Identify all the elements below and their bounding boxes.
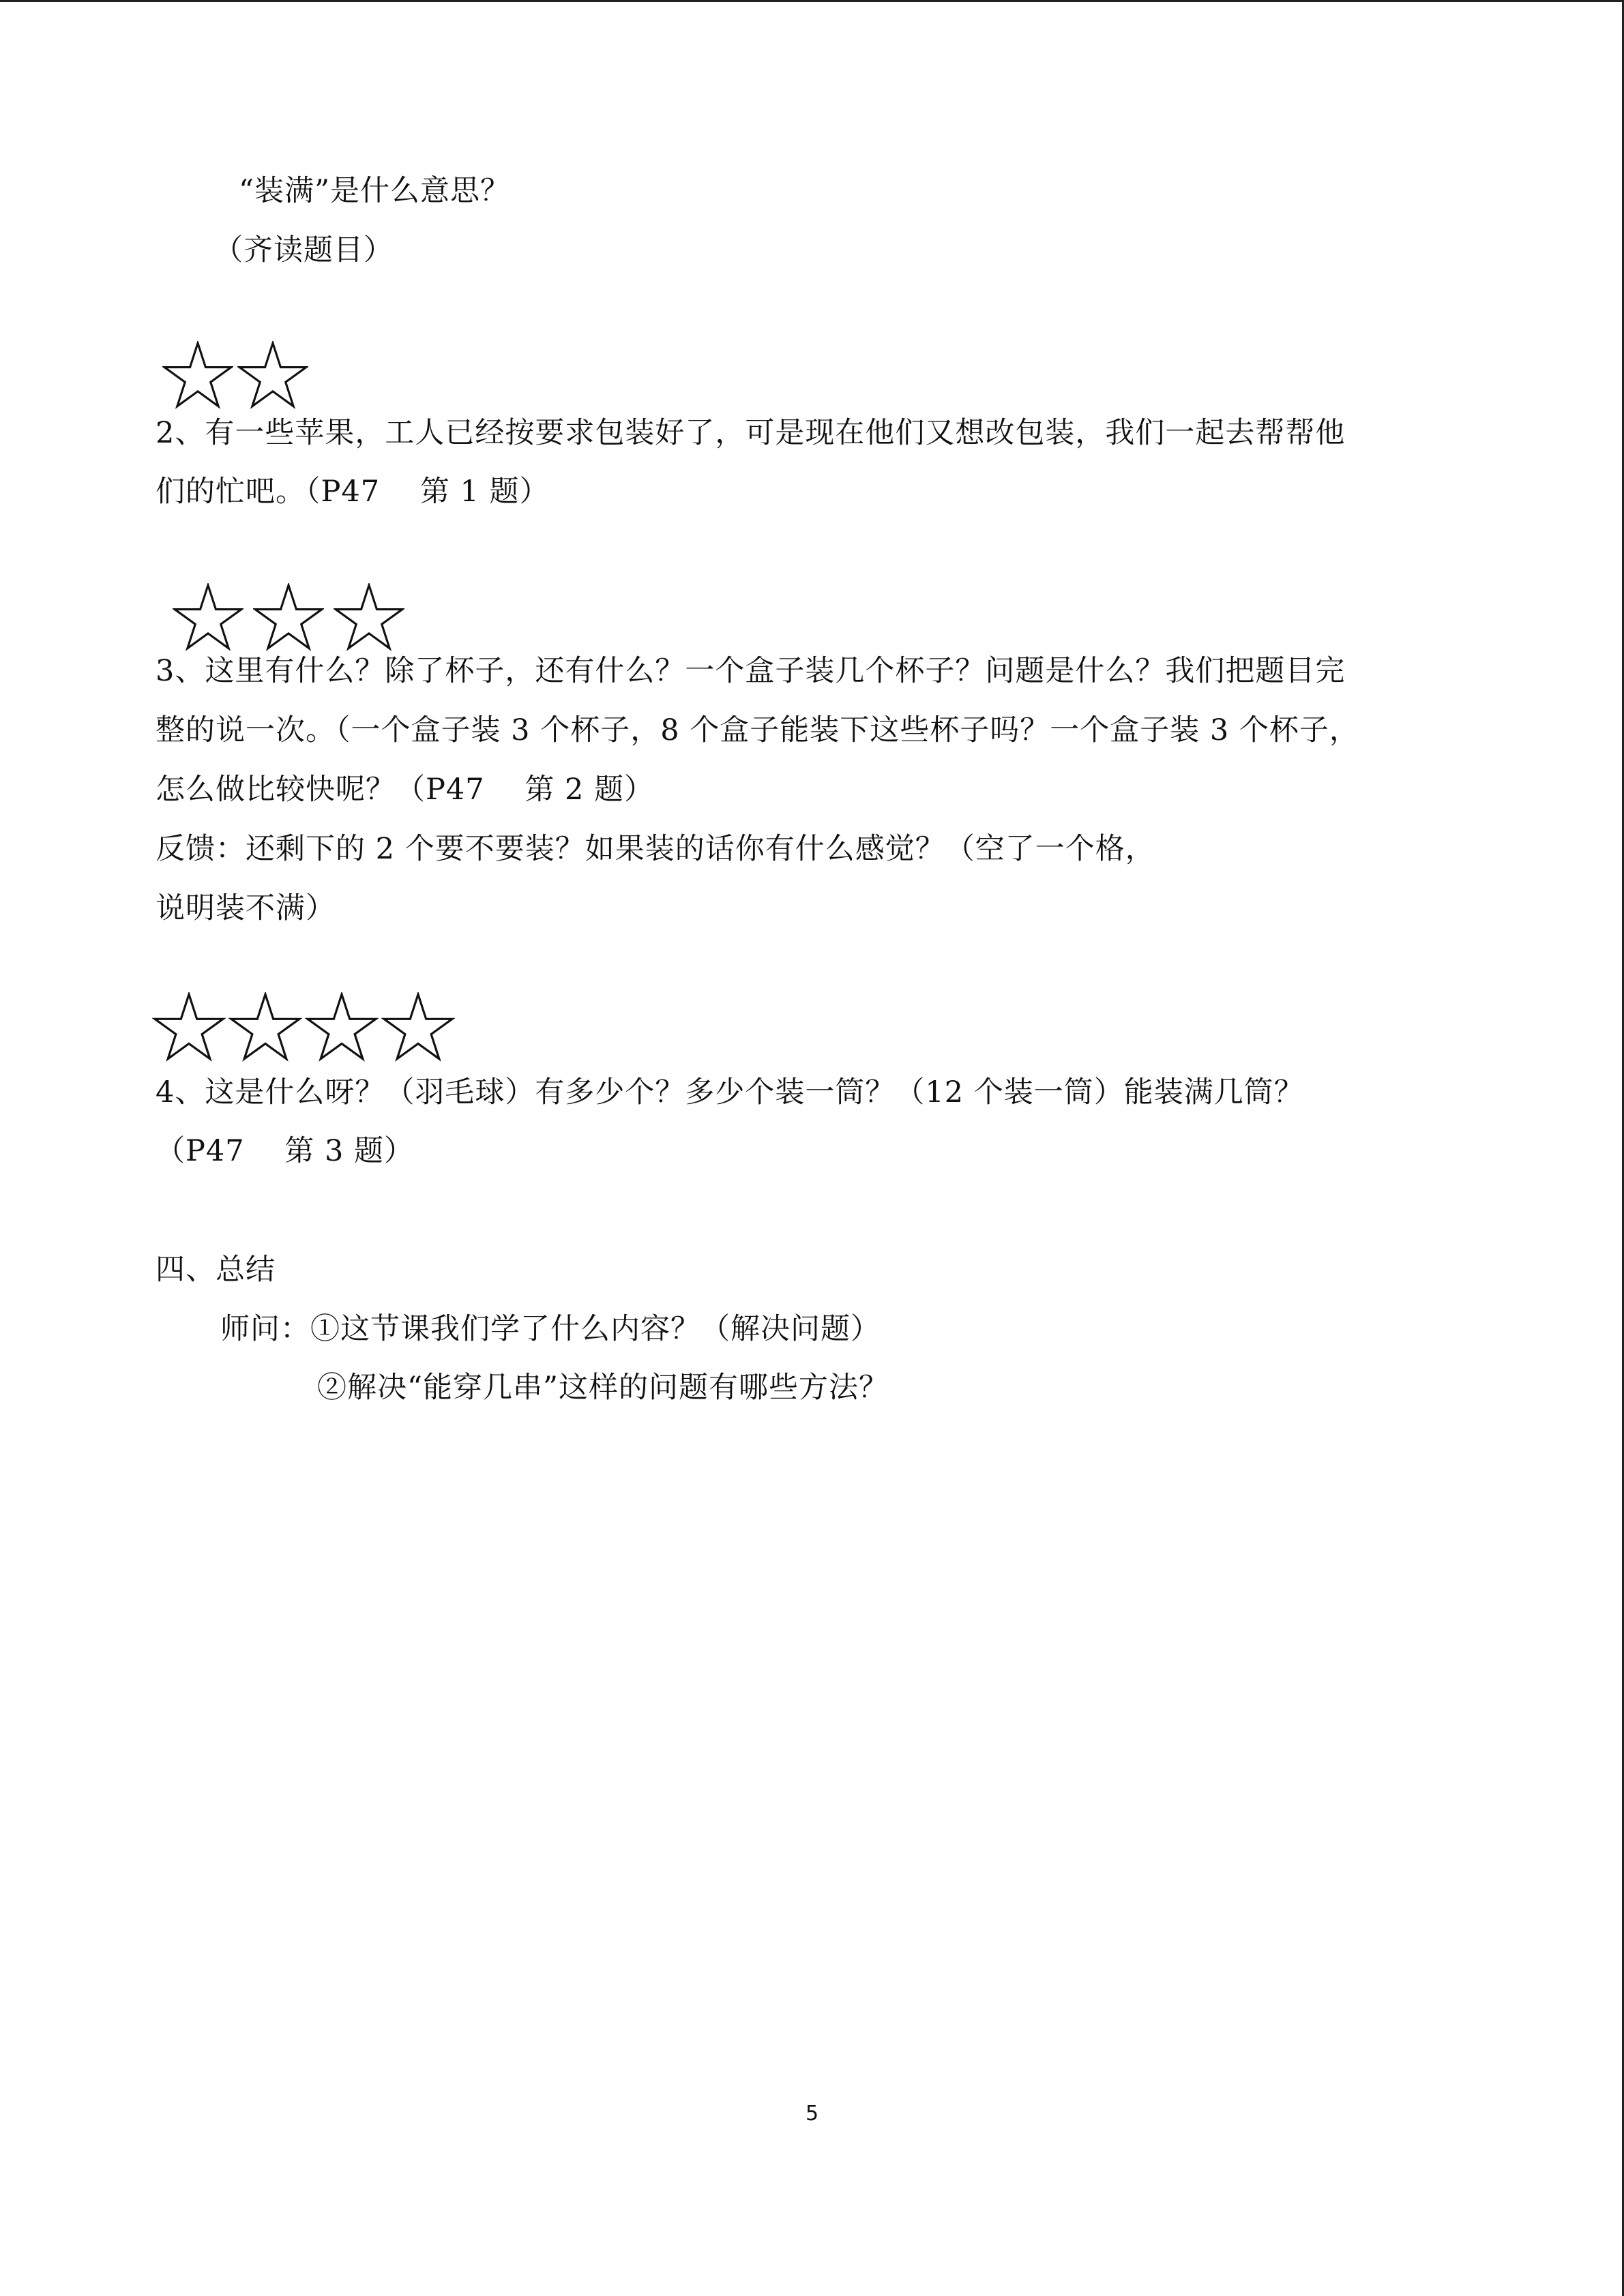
exercise-2-star-rating xyxy=(162,341,308,409)
page-number: 5 xyxy=(805,2102,819,2126)
star-icon xyxy=(173,583,243,651)
summary-question-1: 师问：①这节课我们学了什么内容？（解决问题） xyxy=(220,1312,881,1346)
star-icon xyxy=(228,992,302,1062)
exercise-2-text-line-2: 们的忙吧。（P47 第 1 题） xyxy=(156,475,550,509)
star-icon xyxy=(334,583,404,651)
exercise-3-star-rating xyxy=(173,583,404,651)
star-icon xyxy=(237,341,308,409)
intro-question: “装满”是什么意思？ xyxy=(239,174,510,208)
star-icon xyxy=(305,992,379,1062)
summary-question-2: ②解决“能穿几串”这样的问题有哪些方法？ xyxy=(317,1371,889,1405)
star-icon xyxy=(162,341,233,409)
exercise-4-text-line-1: 4、这是什么呀？（羽毛球）有多少个？多少个装一筒？（12 个装一筒）能装满几筒？ xyxy=(156,1075,1304,1109)
star-icon xyxy=(381,992,455,1062)
page-top-border xyxy=(0,0,1624,2)
exercise-3-feedback-line-1: 反馈：还剩下的 2 个要不要装？如果装的话你有什么感觉？（空了一个格， xyxy=(156,832,1155,866)
exercise-3-feedback-line-2: 说明装不满） xyxy=(156,891,336,925)
summary-heading: 四、总结 xyxy=(156,1253,276,1287)
exercise-2-text-line-1: 2、有一些苹果，工人已经按要求包装好了，可是现在他们又想改包装，我们一起去帮帮他 xyxy=(156,416,1346,450)
exercise-4-star-rating xyxy=(152,992,455,1062)
star-icon xyxy=(253,583,324,651)
exercise-3-text-line-1: 3、这里有什么？除了杯子，还有什么？一个盒子装几个杯子？问题是什么？我们把题目完 xyxy=(156,654,1346,688)
star-icon xyxy=(152,992,226,1062)
exercise-3-text-line-3: 怎么做比较快呢？（P47 第 2 题） xyxy=(156,773,655,807)
exercise-3-text-line-2: 整的说一次。（一个盒子装 3 个杯子，8 个盒子能装下这些杯子吗？一个盒子装 3 个杯子， xyxy=(156,713,1359,747)
exercise-4-text-line-2: （P47 第 3 题） xyxy=(156,1134,415,1168)
intro-instruction: （齐读题目） xyxy=(213,233,394,267)
